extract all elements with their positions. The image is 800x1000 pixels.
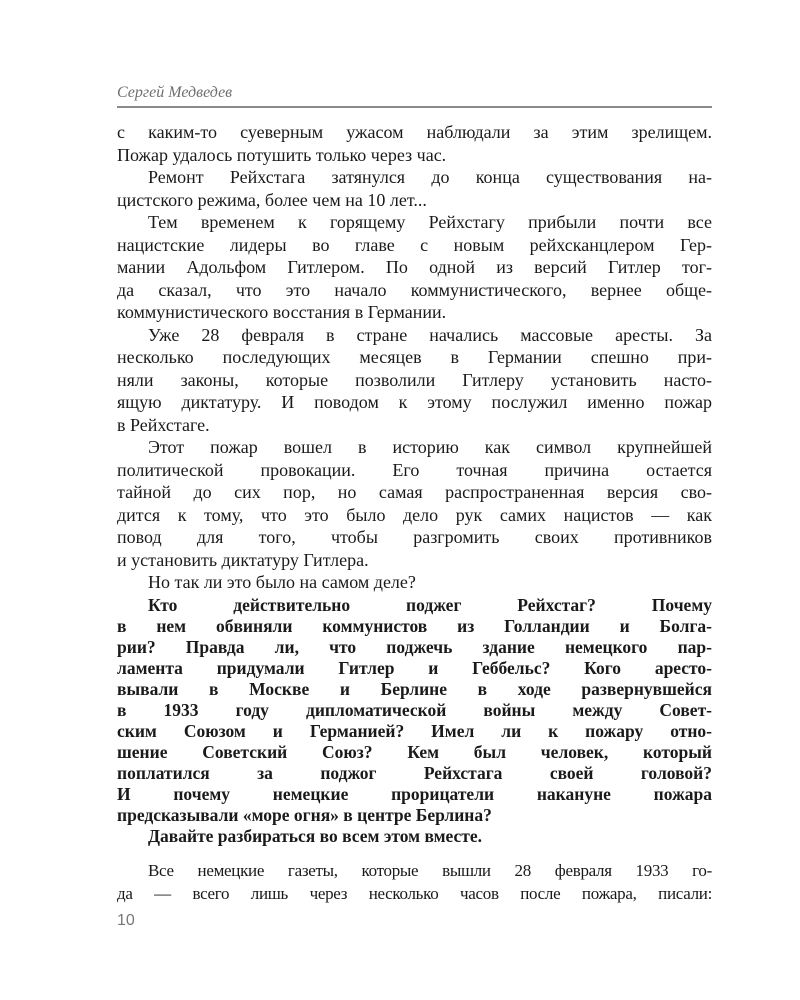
body-text-section [117,121,712,594]
text-line: мании Адольфом Гитлером. По одной из версий Гитлер тог- [117,257,712,277]
text-line: с каким-то суеверным ужасом наблюдали за этим зрелищем. [117,122,712,142]
text-line: да — всего лишь через несколько часов после пожара, писали: [117,883,712,903]
text-line: несколько последующих месяцев в Германии спешно при- [117,347,712,367]
text-line: рии? Правда ли, что поджечь здание немецкого пар- [117,637,712,657]
text-line: тайной до сих пор, но самая распространенная версия сво- [117,482,712,502]
text-line: нацистские лидеры во главе с новым рейхсканцлером Гер- [117,234,712,255]
text-line: поплатился за поджог Рейхстага своей головой? [117,763,712,783]
text-line: Ремонт Рейхстага затянулся до конца существования на- [148,167,712,187]
text-line: Этот пожар вошел в историю как символ крупнейшей [148,437,712,457]
text-line: И почему немецкие прорицатели накануне пожара [117,784,712,804]
bold-questions-section [117,595,712,847]
text-line: коммунистического восстания в Германии. [117,302,447,322]
text-line: няли законы, которые позволили Гитлеру установить насто- [117,369,712,390]
text-line: Но так ли это было на самом деле? [148,572,416,592]
paragraph [117,436,712,571]
paragraph [117,860,712,905]
text-line: повод для того, чтобы разгромить своих противников [117,527,712,547]
paragraph [117,211,712,324]
text-line: да сказал, что это начало коммунистического, вернее обще- [117,279,712,300]
text-line: предсказывали «море огня» в центре Берлина? [117,805,492,825]
text-line: цистского режима, более чем на 10 лет... [117,189,427,210]
text-line: в нем обвиняли коммунистов из Голландии и Болга- [117,616,712,636]
paragraph [117,595,712,826]
text-line: Кто действительно поджег Рейхстаг? Почему [148,595,712,615]
paragraph [117,324,712,437]
page-number: 10 [117,912,135,929]
text-line: Все немецкие газеты, которые вышли 28 февраля 1933 го- [148,861,712,880]
text-line: Пожар удалось потушить только через час. [117,144,447,165]
text-line: ским Союзом и Германией? Имел ли к пожару отно- [117,721,712,741]
running-head-author: Сергей Медведев [117,84,233,101]
text-line: в 1933 году дипломатической войны между Совет- [117,700,712,720]
paragraph [117,121,712,166]
paragraph [117,826,712,847]
text-line: вывали в Москве и Берлине в ходе развернувшейся [117,679,712,699]
paragraph [117,571,712,594]
text-line: и установить диктатуру Гитлера. [117,549,369,570]
text-line: ящую диктатуру. И поводом к этому послужил именно пожар [117,392,712,412]
text-line: в Рейхстаге. [117,414,210,435]
text-line: Уже 28 февраля в стране начались массовые аресты. За [148,324,712,345]
text-line: дится к тому, что это было дело рук самих нацистов — как [117,504,712,525]
header-rule [117,106,712,108]
text-line: ламента придумали Гитлер и Геббельс? Кого аресто- [117,658,712,678]
text-line: Тем временем к горящему Рейхстагу прибыли почти все [148,212,712,232]
continuing-text-section [117,860,712,905]
paragraph [117,166,712,211]
text-line: шение Советский Союз? Кем был человек, который [117,742,712,762]
text-line: Давайте разбираться во всем этом вместе. [148,826,483,846]
text-line: политической провокации. Его точная причина остается [117,459,712,480]
